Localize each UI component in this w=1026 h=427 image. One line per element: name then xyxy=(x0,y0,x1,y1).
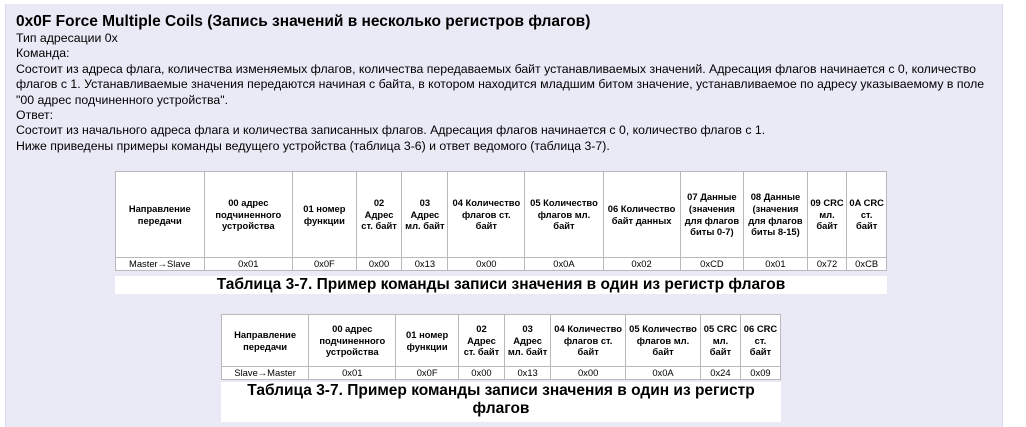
table-cell: Slave→Master xyxy=(222,367,309,380)
table-cell: 0x0A xyxy=(626,367,701,380)
command-description: Состоит из адреса флага, количества изменяемых флагов, количества передаваемых байт устанавливаемых значений. Адресация флагов начинается с 0, количество флагов с 1. Устанавливаемые значения передаются начиная с байта, в котором находится младшим битом значение, устанавливаемое по адресу указываемому в поле "00 адрес подчиненного устройства". xyxy=(16,61,985,107)
table-cell: 0x0F xyxy=(293,258,357,271)
table-cell: 0x0F xyxy=(396,367,459,380)
table-header-cell: 05 Количество флагов мл. байт xyxy=(525,172,603,258)
response-description: Состоит из начального адреса флага и количества записанных флагов. Адресация флагов начинается с 0, количество флагов с 1. xyxy=(16,123,766,138)
table-header-cell: 0A CRC ст. байт xyxy=(847,172,887,258)
table-cell: 0x02 xyxy=(603,258,680,271)
table-header-cell: 05 Количество флагов мл. байт xyxy=(626,315,701,367)
table-cell: 0x01 xyxy=(204,258,293,271)
table-header-cell: 09 CRC мл. байт xyxy=(807,172,847,258)
command-heading: Команда: xyxy=(16,46,70,61)
table-cell: 0x13 xyxy=(402,258,448,271)
response-table xyxy=(221,314,781,380)
addressing-type: Тип адресации 0x xyxy=(16,31,118,45)
table-header-row xyxy=(222,315,781,367)
table-cell: 0x00 xyxy=(448,258,525,271)
table-header-cell: 07 Данные (значения для флагов биты 0-7) xyxy=(680,172,744,258)
table-header-cell: Направление передачи xyxy=(116,172,205,258)
table-cell: 0x24 xyxy=(700,367,740,380)
table-cell: Master→Slave xyxy=(116,258,205,271)
table-cell: 0xCD xyxy=(680,258,744,271)
table-header-cell: 06 Количество байт данных xyxy=(603,172,680,258)
table-header-cell: 01 номер функции xyxy=(293,172,357,258)
table-cell: 0x72 xyxy=(807,258,847,271)
table-header-cell: 05 CRC мл. байт xyxy=(700,315,740,367)
examples-intro: Ниже приведены примеры команды ведущего устройства (таблица 3-6) и ответ ведомого (таблица 3-7). xyxy=(16,138,610,153)
table-header-cell: 03 Адрес мл. байт xyxy=(505,315,551,367)
table-header-cell: 06 CRC ст. байт xyxy=(740,315,780,367)
table-header-row xyxy=(116,172,887,258)
table-cell: 0x01 xyxy=(744,258,808,271)
table-header-cell: 04 Количество флагов ст. байт xyxy=(448,172,525,258)
table1-caption: Таблица 3-7. Пример команды записи значения в один из регистр флагов xyxy=(115,276,887,294)
table-cell: 0x09 xyxy=(740,367,780,380)
table-header-cell: 01 номер функции xyxy=(396,315,459,367)
table-cell: 0x01 xyxy=(309,367,396,380)
table-cell: 0x0A xyxy=(525,258,603,271)
table-row xyxy=(222,367,781,380)
table-header-cell: Направление передачи xyxy=(222,315,309,367)
response-heading: Ответ: xyxy=(16,108,54,123)
table-header-cell: 03 Адрес мл. байт xyxy=(402,172,448,258)
table-header-cell: 00 адрес подчиненного устройства xyxy=(309,315,396,367)
table-header-cell: 02 Адрес ст. байт xyxy=(356,172,402,258)
table-cell: 0x00 xyxy=(458,367,504,380)
table-header-cell: 08 Данные (значения для флагов биты 8-15) xyxy=(744,172,808,258)
table-cell: 0x13 xyxy=(505,367,551,380)
document-content xyxy=(16,13,996,154)
table-row xyxy=(116,258,887,271)
table-cell: 0x00 xyxy=(356,258,402,271)
command-table xyxy=(115,171,887,271)
table-header-cell: 02 Адрес ст. байт xyxy=(458,315,504,367)
table-header-cell: 04 Количество флагов ст. байт xyxy=(551,315,626,367)
table-cell: 0xCB xyxy=(847,258,887,271)
table2-caption: Таблица 3-7. Пример команды записи значения в один из регистр флагов xyxy=(221,382,781,422)
table-header-cell: 00 адрес подчиненного устройства xyxy=(204,172,293,258)
page-title: 0x0F Force Multiple Coils (Запись значений в несколько регистров флагов) xyxy=(16,13,591,30)
table-cell: 0x00 xyxy=(551,367,626,380)
